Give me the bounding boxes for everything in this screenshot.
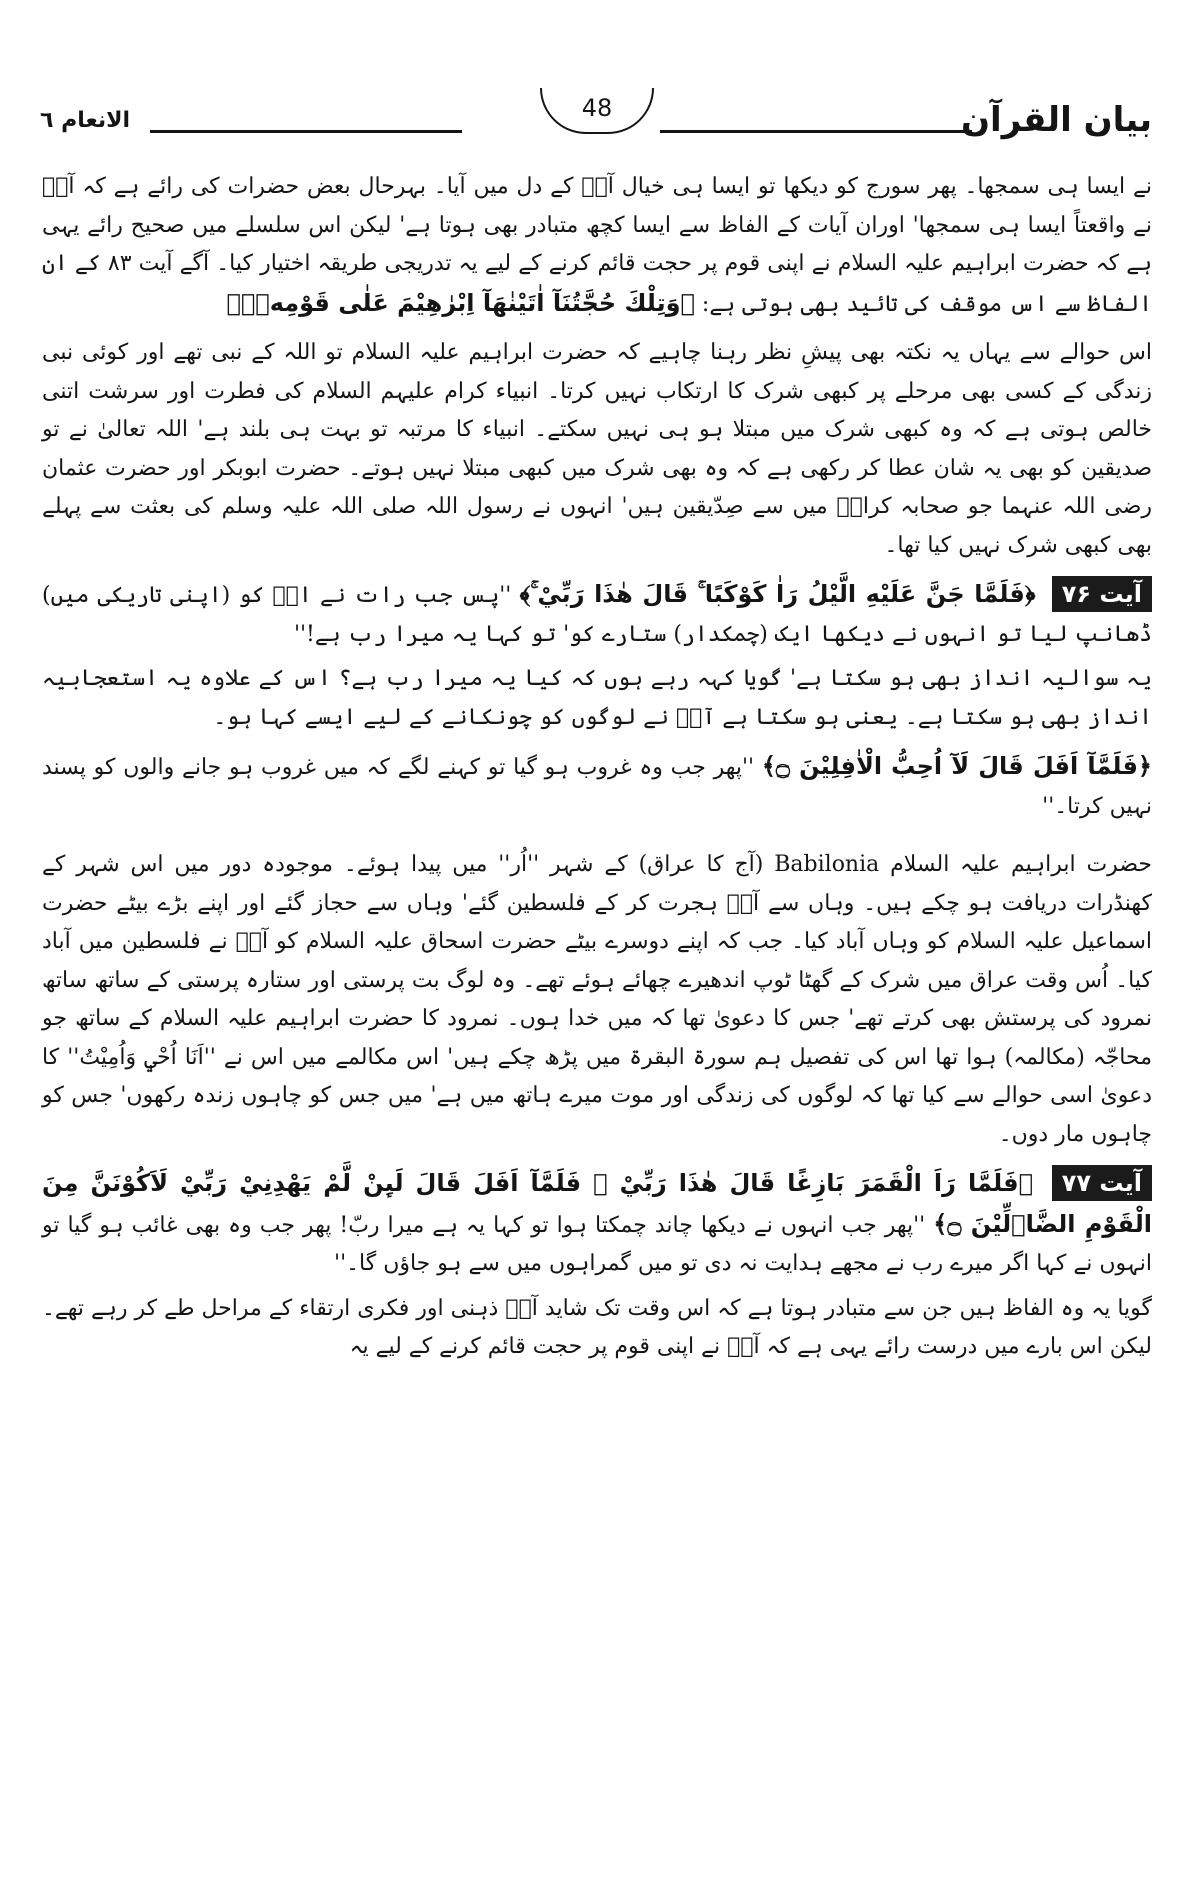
ayah-76-block <box>42 575 1152 654</box>
surah-name: الانعام ٦ <box>40 108 131 133</box>
ayah-77-block <box>42 1164 1152 1284</box>
page-number: 48 <box>540 88 654 134</box>
ayah-77-translation: ''پھر جب انہوں نے دیکھا چاند چمکتا ہوا تو کہا یہ ہے میرا ربّ! پھر جب وہ بھی غائب ہو گیا تو انہوں نے کہا اگر میرے رب نے مجھے ہدایت نہ دی تو میں گمراہوں میں سے ہو جاؤں گا۔'' <box>42 1212 1152 1276</box>
header-rule-left <box>150 130 462 133</box>
header-rule-right <box>660 130 972 133</box>
ayah-76-arabic: ﴿فَلَمَّا جَنَّ عَلَيْهِ الَّيْلُ رَاٰ كَوْكَبًا ۚ قَالَ هٰذَا رَبِّيْ ۚ﴾ <box>519 580 1036 608</box>
ayah-77-label: آیت ۷۷ <box>1052 1165 1152 1201</box>
paragraph-1 <box>42 168 1152 324</box>
ayah-77-arabic: ﴿فَلَمَّا رَاَ الْقَمَرَ بَازِغًا قَالَ هٰذَا رَبِّيْ ۚ فَلَمَّآ اَفَلَ قَالَ لَىِٕنْ لَّمْ يَهْدِنِيْ رَبِّيْ لَاَكُوْنَنَّ مِنَ الْقَوْمِ الضَّاۗلِّيْنَ ۝﴾ <box>42 1169 1152 1238</box>
page-header <box>40 96 1152 156</box>
ayah-76b-translation: ''پھر جب وہ غروب ہو گیا تو کہنے لگے کہ میں غروب ہو جانے والوں کو پسند نہیں کرتا۔'' <box>42 755 1152 819</box>
paragraph-1-arabic: ﴿وَتِلْكَ حُجَّتُنَآ اٰتَيْنٰهَآ اِبْرٰهِيْمَ عَلٰى قَوْمِهٖ﴾۔ <box>226 288 695 317</box>
ayah-76b-arabic: ﴿فَلَمَّآ اَفَلَ قَالَ لَآ اُحِبُّ الْاٰفِلِيْنَ ۝﴾ <box>761 752 1152 780</box>
ayah-76-label: آیت ۷۶ <box>1052 576 1152 612</box>
spacer <box>42 832 1152 846</box>
ayah-76b-block <box>42 747 1152 826</box>
page-body <box>42 168 1152 1377</box>
paragraph-1-text: نے ایسا ہی سمجھا۔ پھر سورج کو دیکھا تو ایسا ہی خیال آپؑ کے دل میں آیا۔ بہرحال بعض حضرات کی رائے ہے کہ آپؑ نے واقعتاً ایسا ہی سمجھا' اوران آیات کے الفاظ سے ایسا کچھ متبادر بھی ہوتا ہے' لیکن اس سلسلے میں صحیح رائے یہی ہے کہ حضرت ابراہیم علیہ السلام نے اپنی قوم پر حجت قائم کرنے کے لیے یہ تدریجی طریقہ اختیار کیا۔ آگے آیت ۸۳ کے ان الفاظ سے اس موقف کی تائید بھی ہوتی ہے: <box>42 174 1152 317</box>
ayah-76-translation: ''پس جب رات نے انؑ کو (اپنی تاریکی میں) ڈھانپ لیا تو انہوں نے دیکھا ایک (چمکدار) ستارے کو' تو کہا یہ میرا رب ہے!'' <box>42 583 1152 647</box>
paragraph-3: یہ سوالیہ انداز بھی ہو سکتا ہے' گویا کہہ رہے ہوں کہ کیا یہ میرا رب ہے؟ اس کے علاوہ یہ استعجابیہ انداز بھی ہو سکتا ہے۔ یعنی ہو سکتا ہے آپؑ نے لوگوں کو چونکانے کے لیے ایسے کہا ہو۔ <box>42 666 1152 730</box>
paragraph-5: گویا یہ وہ الفاظ ہیں جن سے متبادر ہوتا ہے کہ اس وقت تک شاید آپؑ ذہنی اور فکری ارتقاء کے مراحل طے کر رہے تھے۔ لیکن اس بارے میں درست رائے یہی ہے کہ آپؑ نے اپنی قوم پر حجت قائم کرنے کے لیے یہ <box>42 1295 1152 1359</box>
paragraph-2: اس حوالے سے یہاں یہ نکتہ بھی پیشِ نظر رہنا چاہیے کہ حضرت ابراہیم علیہ السلام تو اللہ کے نبی تھے اور کوئی نبی زندگی کے کسی بھی مرحلے پر کبھی شرک کا ارتکاب نہیں کرتا۔ انبیاء کرام علیہم السلام کی فطرت اور سرشت اتنی خالص ہوتی ہے کہ وہ کبھی شرک میں مبتلا ہو ہی نہیں سکتے۔ انبیاء کا مرتبہ تو بہت ہی بلند ہے' اللہ تعالیٰ نے تو صدیقین کو بھی یہ شان عطا کر رکھی ہے کہ وہ بھی شرک میں کبھی مبتلا نہیں ہوتے۔ حضرت ابوبکر اور حضرت عثمان رضی اللہ عنہما جو صحابہ کرامؓ میں سے صِدّیقین ہیں' انہوں نے رسول اللہ صلی اللہ علیہ وسلم کی بعثت سے پہلے بھی کبھی شرک نہیں کیا تھا۔ <box>42 340 1152 558</box>
paragraph-4: حضرت ابراہیم علیہ السلام Babilonia (آج کا عراق) کے شہر ''اُر'' میں پیدا ہوئے۔ موجودہ دور میں اس شہر کے کھنڈرات دریافت ہو چکے ہیں۔ وہاں سے آپؑ ہجرت کر کے فلسطین گئے' وہاں سے حجاز گئے اور اپنے بڑے بیٹے حضرت اسماعیل علیہ السلام کو وہاں آباد کیا۔ جب کہ اپنے دوسرے بیٹے حضرت اسحاق علیہ السلام کو آپؑ نے فلسطین میں آباد کیا۔ اُس وقت عراق میں شرک کے گھٹا ٹوپ اندھیرے چھائے ہوئے تھے۔ وہ لوگ بت پرستی اور ستارہ پرستی کے ساتھ ساتھ نمرود کی پرستش بھی کرتے تھے' جس کا دعویٰ تھا کہ میں خدا ہوں۔ نمرود کا حضرت ابراہیم علیہ السلام کے ساتھ جو محاجّہ (مکالمہ) ہوا تھا اس کی تفصیل ہم سورۃ البقرۃ میں پڑھ چکے ہیں' اس مکالمے میں اس نے ''اَنَا اُحْيٖ وَاُمِيْتُ'' کا دعویٰ اسی حوالے سے کیا تھا کہ لوگوں کی زندگی اور موت میرے ہاتھ میں ہے' میں جس کو چاہوں زندہ رکھوں' جس کو چاہوں مار دوں۔ <box>42 852 1152 1147</box>
book-title: بیان القرآن <box>961 100 1152 140</box>
